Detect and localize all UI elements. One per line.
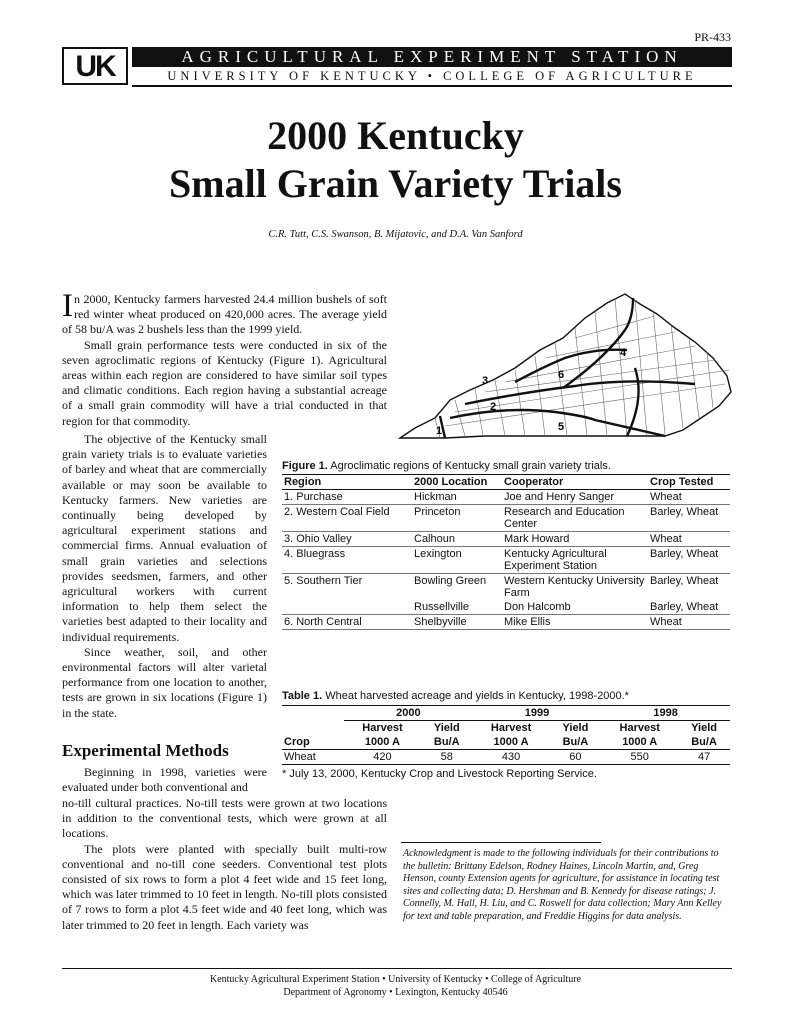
column-header-location: 2000 Location	[412, 475, 502, 490]
table-cell: Harvest	[362, 722, 403, 734]
year-header-2000: 2000	[344, 706, 473, 721]
paragraph-regions: Small grain performance tests were conducted in six of the seven agroclimatic regions of Kentucky (Figure 1). Agricultural areas within each region are considered to have similar soil types and climatic conditions. Each region having a substantial acreage of a small grain commodity will have a trial conducted in that region for that commodity.	[62, 337, 387, 428]
table-cell: Hickman	[412, 490, 502, 505]
table-cell: Shelbyville	[412, 615, 502, 630]
table-cell: Lexington	[412, 547, 502, 574]
table-cell	[282, 721, 344, 736]
crop-header: Crop	[284, 736, 310, 748]
report-id: PR-433	[694, 30, 731, 44]
paragraph-plots: The plots were planted with specially built multi-row conventional and no-till cone seeders. Conventional test plots consisted of six rows to form a plot 4 feet wide and 15 feet long, which was later trimmed to 10 feet in length. No-till plots consisted of 7 rows to form a plot 4.5 feet wide and 40 feet long, which was later trimmed to 20 feet in length. Each variety was	[62, 841, 387, 932]
table-cell: 1000 A	[493, 736, 529, 748]
table-cell: Yield	[433, 722, 460, 734]
paragraph-objective: The objective of the Kentucky small grain variety trials is to evaluate varieties of barley and wheat that are commercially available or may soon be available to Kentucky farmers. New varieties are continually being developed by agricultural experiment stations and commercial firms. Annual evaluation of small grain varieties and selections provides seedsmen, farmers, and other agricultural workers with current information to help them select the varieties best adapted to their locality and individual requirements.	[62, 432, 267, 644]
column-header-crop: Crop Tested	[648, 475, 730, 490]
table-cell: Harvest	[619, 722, 660, 734]
table-cell: 58	[440, 751, 453, 763]
table-cell: 430	[501, 751, 521, 763]
table-cell: Russellville	[412, 600, 502, 615]
intro-paragraph	[62, 288, 387, 338]
table-cell: 47	[697, 751, 711, 763]
table-cell: Barley, Wheat	[650, 575, 719, 587]
table-cell: Bu/A	[691, 736, 717, 748]
table-row	[282, 505, 730, 532]
intro-text: n 2000, Kentucky farmers harvested 24.4 million bushels of soft red winter wheat produced on 420,000 acres. The average yield of 58 bu/A was 2 bushels less than the 1999 yield.	[62, 292, 387, 337]
table-cell: 550	[630, 751, 649, 763]
table-row	[282, 600, 730, 615]
narrow-column	[62, 432, 267, 721]
year-header-1999: 1999	[473, 706, 602, 721]
kentucky-region-map	[395, 288, 735, 448]
table-cell: Mike Ellis	[502, 615, 648, 630]
column-header-cooperator: Cooperator	[502, 475, 648, 490]
table-cell: Yield	[562, 722, 589, 734]
table-cell: 1000 A	[622, 736, 658, 748]
table-cell: Princeton	[412, 505, 502, 532]
table-cell: 420	[373, 751, 392, 763]
authors: C.R. Tutt, C.S. Swanson, B. Mijatovic, and D.A. Van Sanford	[268, 229, 523, 240]
table-cell: Wheat	[284, 751, 316, 763]
table-cell: 60	[569, 751, 582, 763]
kentucky-outline	[400, 294, 731, 438]
region-label-2: 2	[489, 401, 497, 413]
table-row	[282, 532, 730, 547]
acknowledgment-rule	[401, 842, 601, 843]
column-header-region: Region	[282, 475, 412, 490]
table-cell: Bowling Green	[414, 575, 487, 587]
footer-line2: Department of Agronomy • Lexington, Kentucky 40546	[283, 987, 508, 998]
year-header-1998: 1998	[601, 706, 730, 721]
table-cell: Wheat	[648, 532, 730, 547]
table-cell: Barley, Wheat	[648, 547, 730, 574]
table-cell: Yield	[691, 722, 718, 734]
methods-start	[62, 765, 267, 795]
table-row	[282, 574, 730, 601]
table-cell: Barley, Wheat	[648, 600, 730, 615]
drop-cap: I	[62, 288, 73, 324]
table-cell: 1. Purchase	[282, 490, 412, 505]
region-label-5: 5	[557, 421, 565, 433]
table-cell: Don Halcomb	[502, 600, 648, 615]
region-label-6: 6	[557, 369, 565, 381]
figure1-caption: Figure 1. Agroclimatic regions of Kentucky small grain variety trials.	[282, 460, 611, 472]
table-cell: Bu/A	[433, 736, 460, 748]
table-cell: Wheat	[648, 615, 730, 630]
table-cell	[282, 706, 344, 721]
uk-logo: UK	[62, 47, 128, 85]
table-cell: Barley, Wheat	[648, 505, 730, 532]
table-cell: 4. Bluegrass	[282, 547, 412, 574]
table-cell: 1000 A	[364, 736, 400, 748]
page-title-line2: Small Grain Variety Trials	[169, 161, 622, 206]
table-row	[282, 490, 730, 505]
table1-caption: Table 1. Wheat harvested acreage and yields in Kentucky, 1998-2000.*	[282, 690, 629, 702]
table-cell: Western Kentucky University Farm	[504, 575, 645, 599]
table-cell: Joe and Henry Sanger	[502, 490, 648, 505]
yield-table	[282, 705, 730, 765]
paragraph-weather: Since weather, soil, and other environmental factors will alter varietal performance from one location to another, tests are grown in six locations (Figure 1) in the state.	[62, 644, 267, 720]
section-heading-methods: Experimental Methods	[62, 741, 229, 760]
paragraph-methods-start: Beginning in 1998, varieties were evaluated under both conventional and	[62, 765, 267, 795]
acknowledgment: Acknowledgment is made to the following individuals for their contributions to the bulletin: Brittany Edelson, Rodney Haines, Lincoln Martin, and, Greg Henson, county Extension agents for agriculture, for assistance in locating test sites and collecting data; D. Hershman and B. Kennedy for disease ratings; J. Connelly, M. Hall, H. Liu, and C. Roswell for data collection; Mary Ann Kelley for text and table preparation, and Freddie Higgins for data analysis.	[403, 848, 722, 922]
table1-footnote: * July 13, 2000, Kentucky Crop and Livestock Reporting Service.	[282, 768, 597, 780]
page-title-line1: 2000 Kentucky	[267, 113, 524, 158]
table-cell: Bu/A	[562, 736, 589, 748]
methods-column	[62, 796, 387, 933]
university-line: UNIVERSITY OF KENTUCKY • COLLEGE OF AGRICULTURE	[132, 68, 732, 87]
region-label-3: 3	[481, 375, 489, 387]
footer-line1: Kentucky Agricultural Experiment Station • University of Kentucky • College of Agriculture	[209, 974, 582, 985]
table-cell: 5. Southern Tier	[284, 575, 363, 587]
table-cell: Calhoun	[412, 532, 502, 547]
table-cell	[282, 600, 412, 615]
paragraph-methods-cont: no-till cultural practices. No-till tests were grown at two locations in addition to the conventional tests, which were grown at all locations.	[62, 796, 387, 841]
table-row	[282, 615, 730, 630]
table-row	[282, 750, 730, 765]
table-cell: Kentucky Agricultural Experiment Station	[502, 547, 648, 574]
table-cell: 2. Western Coal Field	[282, 505, 412, 532]
station-banner: AGRICULTURAL EXPERIMENT STATION	[132, 47, 732, 67]
table-row	[282, 547, 730, 574]
table-cell: Research and Education Center	[502, 505, 648, 532]
region-table	[282, 474, 730, 630]
table-cell: 6. North Central	[282, 615, 412, 630]
table-cell: 3. Ohio Valley	[282, 532, 412, 547]
table-cell: Harvest	[490, 722, 532, 734]
table-cell: Mark Howard	[502, 532, 648, 547]
intro-block	[62, 288, 387, 429]
table-cell: Wheat	[648, 490, 730, 505]
footer-rule	[62, 968, 732, 969]
region-label-4: 4	[619, 347, 627, 359]
region-label-1: 1	[435, 425, 443, 437]
